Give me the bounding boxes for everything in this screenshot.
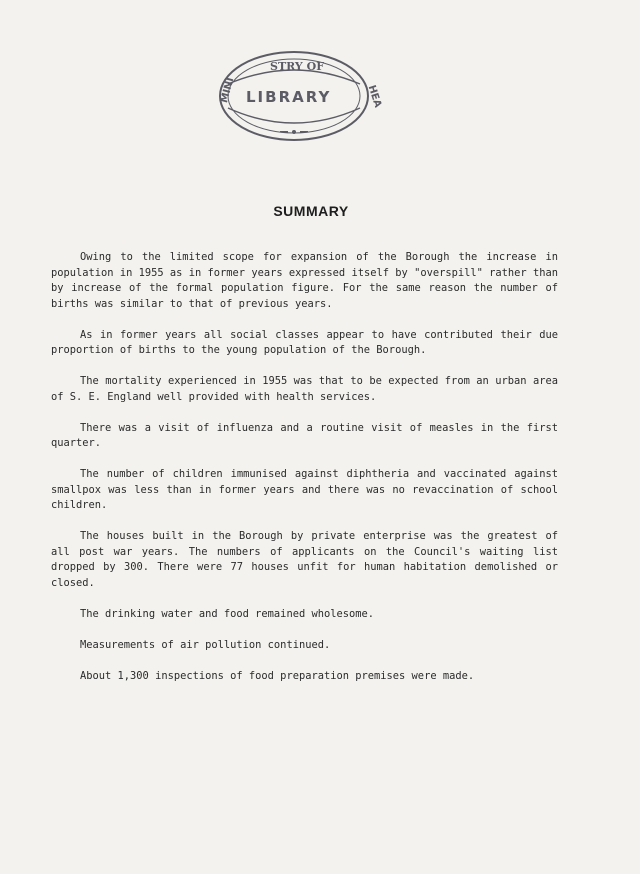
page-title: SUMMARY xyxy=(273,203,349,219)
paragraph-immunisation: The number of children immunised against diphtheria and vaccinated against smallpox was less than in former years and there was no revaccination of school children. xyxy=(51,468,558,511)
svg-text:STRY OF: STRY OF xyxy=(270,60,325,73)
library-stamp-icon xyxy=(214,46,384,152)
paragraph-housing: The houses built in the Borough by private enterprise was the greatest of all post war years. The numbers of applicants on the Council's waiting list dropped by 300. There were 77 houses unfit for human habitation demolished or closed. xyxy=(51,530,558,589)
paragraph-population: Owing to the limited scope for expansion of the Borough the increase in population in 1955 as in former years expressed itself by "overspill" rather than by increase of the formal population figure. For the same reason the number of births was similar to that of previous years. xyxy=(51,251,558,310)
paragraph-air-pollution: Measurements of air pollution continued. xyxy=(80,638,331,651)
svg-text:MINI: MINI xyxy=(219,76,237,105)
svg-text:LIBRARY: LIBRARY xyxy=(246,88,332,106)
paragraph-inspections: About 1,300 inspections of food preparation premises were made. xyxy=(80,669,475,682)
svg-text:HEA: HEA xyxy=(365,83,384,110)
paragraph-births: As in former years all social classes appear to have contributed their due proportion of births to the young population of the Borough. xyxy=(51,328,558,356)
summary-body xyxy=(51,250,558,700)
paragraph-influenza: There was a visit of influenza and a routine visit of measles in the first quarter. xyxy=(51,421,558,449)
paragraph-water-food: The drinking water and food remained wholesome. xyxy=(80,607,375,620)
paragraph-mortality: The mortality experienced in 1955 was that to be expected from an urban area of S. E. England well provided with health services. xyxy=(51,375,558,403)
